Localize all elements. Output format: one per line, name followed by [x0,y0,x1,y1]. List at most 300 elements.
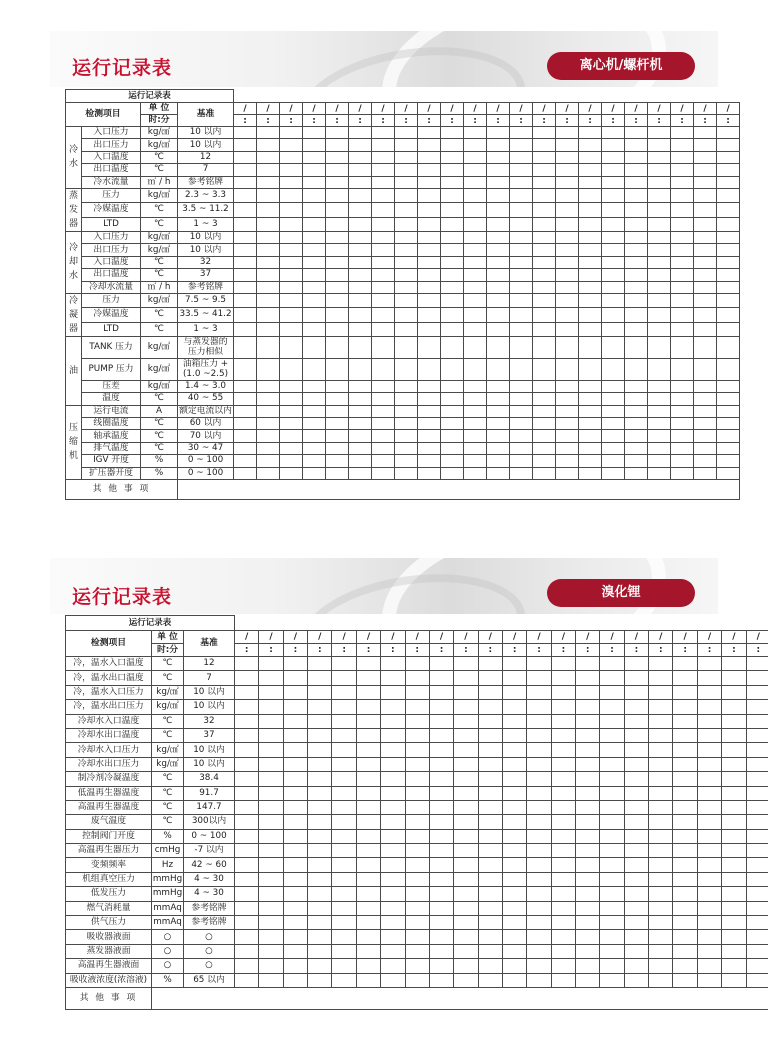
record-cell[interactable] [478,916,502,930]
record-cell[interactable] [694,269,717,281]
record-cell[interactable] [332,786,356,800]
record-cell[interactable] [259,901,283,915]
record-cell[interactable] [464,244,487,256]
record-cell[interactable] [326,203,349,217]
record-cell[interactable] [332,815,356,829]
record-cell[interactable] [602,244,625,256]
record-cell[interactable] [441,308,464,322]
record-cell[interactable] [283,657,307,671]
record-cell[interactable] [648,405,671,417]
time-field[interactable]: : [551,644,575,657]
record-cell[interactable] [649,671,673,685]
record-cell[interactable] [395,127,418,139]
record-cell[interactable] [280,442,303,454]
record-cell[interactable] [694,151,717,163]
record-cell[interactable] [671,380,694,392]
record-cell[interactable] [381,714,405,728]
record-cell[interactable] [454,657,478,671]
record-cell[interactable] [649,973,673,987]
record-cell[interactable] [717,231,740,243]
record-cell[interactable] [600,973,624,987]
record-cell[interactable] [502,844,526,858]
record-cell[interactable] [579,467,602,479]
time-field[interactable]: : [579,115,602,127]
record-cell[interactable] [395,231,418,243]
record-cell[interactable] [372,151,395,163]
record-cell[interactable] [259,887,283,901]
record-cell[interactable] [235,743,259,757]
record-cell[interactable] [624,815,648,829]
record-cell[interactable] [697,973,721,987]
record-cell[interactable] [478,743,502,757]
record-cell[interactable] [464,203,487,217]
record-cell[interactable] [648,203,671,217]
record-cell[interactable] [556,442,579,454]
date-field[interactable]: / [600,631,624,644]
record-cell[interactable] [602,405,625,417]
record-cell[interactable] [303,293,326,307]
date-field[interactable]: / [694,103,717,115]
record-cell[interactable] [405,772,429,786]
record-cell[interactable] [308,757,332,771]
record-cell[interactable] [576,930,600,944]
record-cell[interactable] [349,269,372,281]
record-cell[interactable] [625,176,648,188]
record-cell[interactable] [381,887,405,901]
record-cell[interactable] [280,467,303,479]
record-cell[interactable] [381,858,405,872]
record-cell[interactable] [602,164,625,176]
record-cell[interactable] [579,217,602,231]
record-cell[interactable] [576,786,600,800]
record-cell[interactable] [257,405,280,417]
record-cell[interactable] [280,336,303,358]
record-cell[interactable] [722,714,746,728]
record-cell[interactable] [649,916,673,930]
record-cell[interactable] [381,772,405,786]
record-cell[interactable] [746,800,768,814]
record-cell[interactable] [280,393,303,405]
record-cell[interactable] [429,916,453,930]
record-cell[interactable] [502,671,526,685]
record-cell[interactable] [576,757,600,771]
record-cell[interactable] [454,887,478,901]
record-cell[interactable] [624,973,648,987]
record-cell[interactable] [234,139,257,151]
record-cell[interactable] [234,188,257,202]
record-cell[interactable] [372,293,395,307]
record-cell[interactable] [303,358,326,380]
record-cell[interactable] [418,139,441,151]
record-cell[interactable] [697,671,721,685]
record-cell[interactable] [478,772,502,786]
record-cell[interactable] [576,829,600,843]
record-cell[interactable] [372,405,395,417]
record-cell[interactable] [454,858,478,872]
record-cell[interactable] [234,231,257,243]
record-cell[interactable] [280,176,303,188]
record-cell[interactable] [478,973,502,987]
record-cell[interactable] [551,872,575,886]
date-field[interactable]: / [527,631,551,644]
record-cell[interactable] [551,858,575,872]
date-field[interactable]: / [441,103,464,115]
record-cell[interactable] [487,203,510,217]
record-cell[interactable] [326,336,349,358]
record-cell[interactable] [234,405,257,417]
record-cell[interactable] [356,844,380,858]
record-cell[interactable] [602,269,625,281]
record-cell[interactable] [257,217,280,231]
record-cell[interactable] [326,308,349,322]
record-cell[interactable] [649,728,673,742]
record-cell[interactable] [234,217,257,231]
record-cell[interactable] [418,231,441,243]
record-cell[interactable] [694,430,717,442]
record-cell[interactable] [405,858,429,872]
record-cell[interactable] [283,728,307,742]
record-cell[interactable] [556,358,579,380]
record-cell[interactable] [746,959,768,973]
record-cell[interactable] [625,269,648,281]
record-cell[interactable] [308,973,332,987]
record-cell[interactable] [235,685,259,699]
record-cell[interactable] [478,671,502,685]
record-cell[interactable] [510,188,533,202]
record-cell[interactable] [429,844,453,858]
record-cell[interactable] [487,380,510,392]
record-cell[interactable] [478,959,502,973]
time-field[interactable]: : [502,644,526,657]
record-cell[interactable] [280,127,303,139]
record-cell[interactable] [395,430,418,442]
record-cell[interactable] [697,815,721,829]
record-cell[interactable] [717,164,740,176]
record-cell[interactable] [454,757,478,771]
record-cell[interactable] [303,244,326,256]
record-cell[interactable] [234,269,257,281]
other-items-field[interactable] [178,480,740,500]
record-cell[interactable] [372,256,395,268]
record-cell[interactable] [600,714,624,728]
record-cell[interactable] [441,269,464,281]
record-cell[interactable] [372,164,395,176]
record-cell[interactable] [381,700,405,714]
record-cell[interactable] [257,244,280,256]
record-cell[interactable] [527,728,551,742]
record-cell[interactable] [527,973,551,987]
record-cell[interactable] [283,786,307,800]
record-cell[interactable] [697,757,721,771]
record-cell[interactable] [381,743,405,757]
time-field[interactable]: : [257,115,280,127]
record-cell[interactable] [527,901,551,915]
record-cell[interactable] [326,244,349,256]
date-field[interactable]: / [502,631,526,644]
record-cell[interactable] [673,901,697,915]
record-cell[interactable] [533,418,556,430]
record-cell[interactable] [441,322,464,336]
record-cell[interactable] [694,455,717,467]
record-cell[interactable] [625,336,648,358]
record-cell[interactable] [418,127,441,139]
record-cell[interactable] [533,231,556,243]
record-cell[interactable] [303,203,326,217]
record-cell[interactable] [418,217,441,231]
record-cell[interactable] [454,959,478,973]
record-cell[interactable] [502,858,526,872]
record-cell[interactable] [694,256,717,268]
date-field[interactable]: / [533,103,556,115]
record-cell[interactable] [405,657,429,671]
record-cell[interactable] [510,393,533,405]
record-cell[interactable] [576,714,600,728]
record-cell[interactable] [464,455,487,467]
time-field[interactable]: : [697,644,721,657]
record-cell[interactable] [487,139,510,151]
record-cell[interactable] [579,256,602,268]
date-field[interactable]: / [326,103,349,115]
record-cell[interactable] [579,442,602,454]
record-cell[interactable] [464,127,487,139]
record-cell[interactable] [308,685,332,699]
record-cell[interactable] [556,308,579,322]
record-cell[interactable] [349,430,372,442]
record-cell[interactable] [464,405,487,417]
record-cell[interactable] [405,700,429,714]
record-cell[interactable] [303,164,326,176]
record-cell[interactable] [673,786,697,800]
record-cell[interactable] [429,728,453,742]
record-cell[interactable] [418,380,441,392]
record-cell[interactable] [303,455,326,467]
record-cell[interactable] [602,176,625,188]
record-cell[interactable] [602,203,625,217]
record-cell[interactable] [349,127,372,139]
record-cell[interactable] [235,973,259,987]
date-field[interactable]: / [308,631,332,644]
time-field[interactable]: : [556,115,579,127]
record-cell[interactable] [308,959,332,973]
record-cell[interactable] [332,728,356,742]
record-cell[interactable] [395,393,418,405]
record-cell[interactable] [746,973,768,987]
record-cell[interactable] [234,308,257,322]
record-cell[interactable] [234,430,257,442]
record-cell[interactable] [694,467,717,479]
record-cell[interactable] [464,176,487,188]
date-field[interactable]: / [395,103,418,115]
record-cell[interactable] [356,743,380,757]
record-cell[interactable] [259,657,283,671]
time-field[interactable]: : [746,644,768,657]
record-cell[interactable] [349,467,372,479]
record-cell[interactable] [551,959,575,973]
record-cell[interactable] [556,418,579,430]
record-cell[interactable] [234,293,257,307]
record-cell[interactable] [349,151,372,163]
record-cell[interactable] [283,858,307,872]
record-cell[interactable] [510,139,533,151]
record-cell[interactable] [624,930,648,944]
record-cell[interactable] [326,151,349,163]
date-field[interactable]: / [418,103,441,115]
record-cell[interactable] [694,380,717,392]
record-cell[interactable] [671,244,694,256]
record-cell[interactable] [551,772,575,786]
record-cell[interactable] [671,151,694,163]
record-cell[interactable] [694,203,717,217]
record-cell[interactable] [648,322,671,336]
record-cell[interactable] [502,743,526,757]
record-cell[interactable] [579,164,602,176]
record-cell[interactable] [280,269,303,281]
record-cell[interactable] [625,281,648,293]
record-cell[interactable] [487,293,510,307]
record-cell[interactable] [395,405,418,417]
record-cell[interactable] [234,418,257,430]
record-cell[interactable] [429,772,453,786]
record-cell[interactable] [673,959,697,973]
record-cell[interactable] [308,728,332,742]
record-cell[interactable] [694,176,717,188]
record-cell[interactable] [502,728,526,742]
record-cell[interactable] [671,430,694,442]
record-cell[interactable] [429,800,453,814]
record-cell[interactable] [372,358,395,380]
time-field[interactable]: : [600,644,624,657]
record-cell[interactable] [510,127,533,139]
record-cell[interactable] [602,217,625,231]
record-cell[interactable] [395,336,418,358]
record-cell[interactable] [722,743,746,757]
record-cell[interactable] [502,959,526,973]
record-cell[interactable] [257,358,280,380]
record-cell[interactable] [332,714,356,728]
record-cell[interactable] [395,281,418,293]
record-cell[interactable] [510,203,533,217]
record-cell[interactable] [624,772,648,786]
record-cell[interactable] [429,872,453,886]
time-field[interactable]: : [624,644,648,657]
record-cell[interactable] [697,858,721,872]
record-cell[interactable] [259,858,283,872]
record-cell[interactable] [332,959,356,973]
record-cell[interactable] [356,872,380,886]
record-cell[interactable] [694,293,717,307]
record-cell[interactable] [579,151,602,163]
record-cell[interactable] [280,455,303,467]
record-cell[interactable] [625,442,648,454]
record-cell[interactable] [697,700,721,714]
record-cell[interactable] [600,757,624,771]
record-cell[interactable] [303,176,326,188]
record-cell[interactable] [722,815,746,829]
time-field[interactable]: : [372,115,395,127]
record-cell[interactable] [697,786,721,800]
record-cell[interactable] [356,901,380,915]
record-cell[interactable] [349,256,372,268]
record-cell[interactable] [527,657,551,671]
record-cell[interactable] [418,176,441,188]
record-cell[interactable] [418,256,441,268]
record-cell[interactable] [502,714,526,728]
record-cell[interactable] [418,418,441,430]
record-cell[interactable] [527,815,551,829]
record-cell[interactable] [510,231,533,243]
record-cell[interactable] [280,139,303,151]
record-cell[interactable] [551,829,575,843]
record-cell[interactable] [283,916,307,930]
record-cell[interactable] [746,757,768,771]
record-cell[interactable] [551,714,575,728]
record-cell[interactable] [694,308,717,322]
date-field[interactable]: / [551,631,575,644]
record-cell[interactable] [533,442,556,454]
record-cell[interactable] [464,188,487,202]
record-cell[interactable] [308,930,332,944]
record-cell[interactable] [326,231,349,243]
record-cell[interactable] [502,772,526,786]
record-cell[interactable] [349,281,372,293]
record-cell[interactable] [602,281,625,293]
record-cell[interactable] [257,203,280,217]
record-cell[interactable] [625,244,648,256]
time-field[interactable]: : [576,644,600,657]
date-field[interactable]: / [478,631,502,644]
record-cell[interactable] [673,800,697,814]
record-cell[interactable] [649,901,673,915]
record-cell[interactable] [648,455,671,467]
record-cell[interactable] [671,176,694,188]
record-cell[interactable] [381,959,405,973]
record-cell[interactable] [349,293,372,307]
record-cell[interactable] [308,786,332,800]
record-cell[interactable] [464,164,487,176]
record-cell[interactable] [648,231,671,243]
record-cell[interactable] [405,973,429,987]
time-field[interactable]: : [234,115,257,127]
record-cell[interactable] [332,757,356,771]
record-cell[interactable] [502,829,526,843]
record-cell[interactable] [717,336,740,358]
record-cell[interactable] [671,418,694,430]
record-cell[interactable] [257,176,280,188]
record-cell[interactable] [556,164,579,176]
record-cell[interactable] [454,700,478,714]
record-cell[interactable] [395,217,418,231]
record-cell[interactable] [722,671,746,685]
record-cell[interactable] [283,800,307,814]
record-cell[interactable] [649,657,673,671]
record-cell[interactable] [697,772,721,786]
record-cell[interactable] [454,901,478,915]
record-cell[interactable] [576,815,600,829]
record-cell[interactable] [746,930,768,944]
record-cell[interactable] [533,127,556,139]
record-cell[interactable] [405,714,429,728]
record-cell[interactable] [478,829,502,843]
record-cell[interactable] [478,700,502,714]
record-cell[interactable] [697,959,721,973]
record-cell[interactable] [381,728,405,742]
time-field[interactable]: : [395,115,418,127]
time-field[interactable]: : [326,115,349,127]
record-cell[interactable] [259,872,283,886]
record-cell[interactable] [717,308,740,322]
record-cell[interactable] [308,944,332,958]
record-cell[interactable] [257,151,280,163]
